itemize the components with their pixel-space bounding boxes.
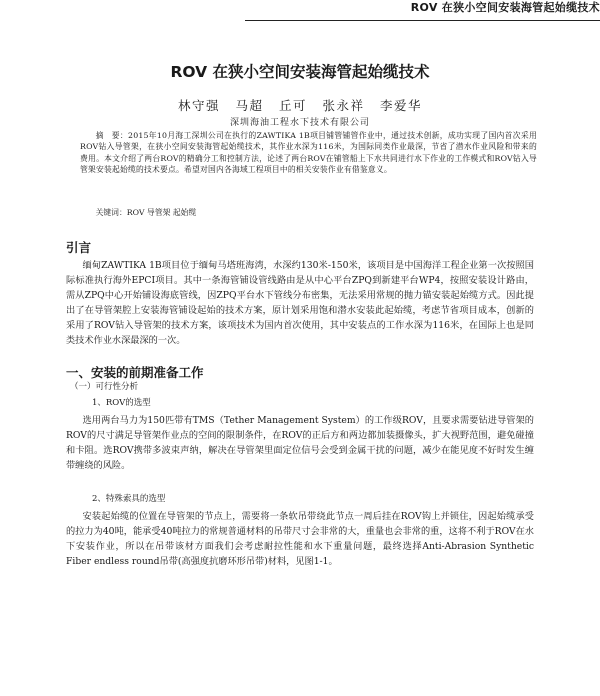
- rigging-selection-paragraph: 安装起始缆的位置在导管架的节点上，需要将一条软吊带绕此节点一周后挂在ROV钩上并锁住，因起始缆承受的拉力为40吨，能承受40吨拉力的常规普通材料的吊带尺寸会非常的大，重量也会非常的重，这将不利于ROV在水下安装作业，所以在吊带该材方面我们会考虑耐拉性能和水下重量问题，最终选择Anti-Abrasion Synthetic Fiber endless round吊带(高强度抗磨环形吊带)材料，见图1-1。: [66, 511, 534, 567]
- section-heading-intro: 引言: [66, 240, 92, 255]
- keywords: [80, 207, 537, 218]
- intro-paragraph: 缅甸ZAWTIKA 1B项目位于缅甸马塔班海湾，水深约130米-150米，该项目是中国海洋工程企业第一次按照国际标准执行海外EPCI项目。其中一条海管铺设管线路由是从中心平台ZPQ到新建平台WP4，按照安装设计路由，需从ZPQ中心开始铺设海底管线，因ZPQ平台水下管线分布密集，无法采用常规的抛力锚安装起始缆方式。因此提出了在导管架腔上安装海管铺设起始的技术方案，原计划采用饱和潜水安装此起始缆，考虑节省项目成本，创新的采用了ROV钻入导管架的技术方案，该项技术为国内首次使用，其中安装点的工作水深为116米，在国际上也是同类技术作业水深最深的一次。: [66, 260, 534, 346]
- abstract-text: 2015年10月海工深圳公司在执行的ZAWTIKA 1B项目铺管铺管作业中，通过技术创新，成功实现了国内首次采用ROV钻入导管架，在狭小空间安装海管起始缆技术，其作业水深为116米，为国际同类作业最深，节省了潜水作业风险和带来的费用。本文介绍了两台ROV的精确分工和控制方法，论述了两台ROV在铺管船上下水共同进行水下作业的工作模式和ROV钻入导管架安装起始缆的技术要点。希望对国内各海域工程项目中的相关安装作业有借鉴意义。: [80, 131, 537, 174]
- item-heading-rigging-selection: 2、特殊索具的选型: [92, 494, 166, 504]
- item-heading-rov-selection: 1、ROV的选型: [92, 398, 151, 408]
- abstract: [80, 130, 537, 175]
- author: 丘可: [278, 98, 307, 113]
- subsection-heading: （一）可行性分析: [70, 382, 139, 392]
- author: 马超: [235, 98, 264, 113]
- abstract-label: 摘 要：: [95, 131, 129, 140]
- author: 李爱华: [379, 98, 422, 113]
- affiliation: 深圳海油工程水下技术有限公司: [229, 118, 370, 128]
- author: 张永祥: [322, 98, 365, 113]
- paper-title: ROV 在狭小空间安装海管起始缆技术: [170, 63, 430, 81]
- author-list: [0, 96, 600, 114]
- keywords-label: 关键词：: [95, 208, 127, 217]
- keywords-text: ROV 导管架 起始缆: [126, 208, 197, 217]
- rov-selection-paragraph: 选用两台马力为150匹带有TMS（Tether Management System）的工作级ROV，且要求需要钻进导管架的ROV的尺寸满足导管架作业点的空间的限制条件，在ROV的正后方和两边都加装摄像头，扩大视野范围，避免碰撞和卡阻。选ROV携带多波束声纳，解决在导管架里面定位信号会受到金属干扰的问题，减少在能见度不好时发生缠带缠绕的风险。: [66, 415, 534, 471]
- running-header: ROV 在狭小空间安装海管起始缆技术: [245, 0, 600, 21]
- author: 林守强: [177, 98, 220, 113]
- section-heading-1: 一、安装的前期准备工作: [66, 365, 204, 380]
